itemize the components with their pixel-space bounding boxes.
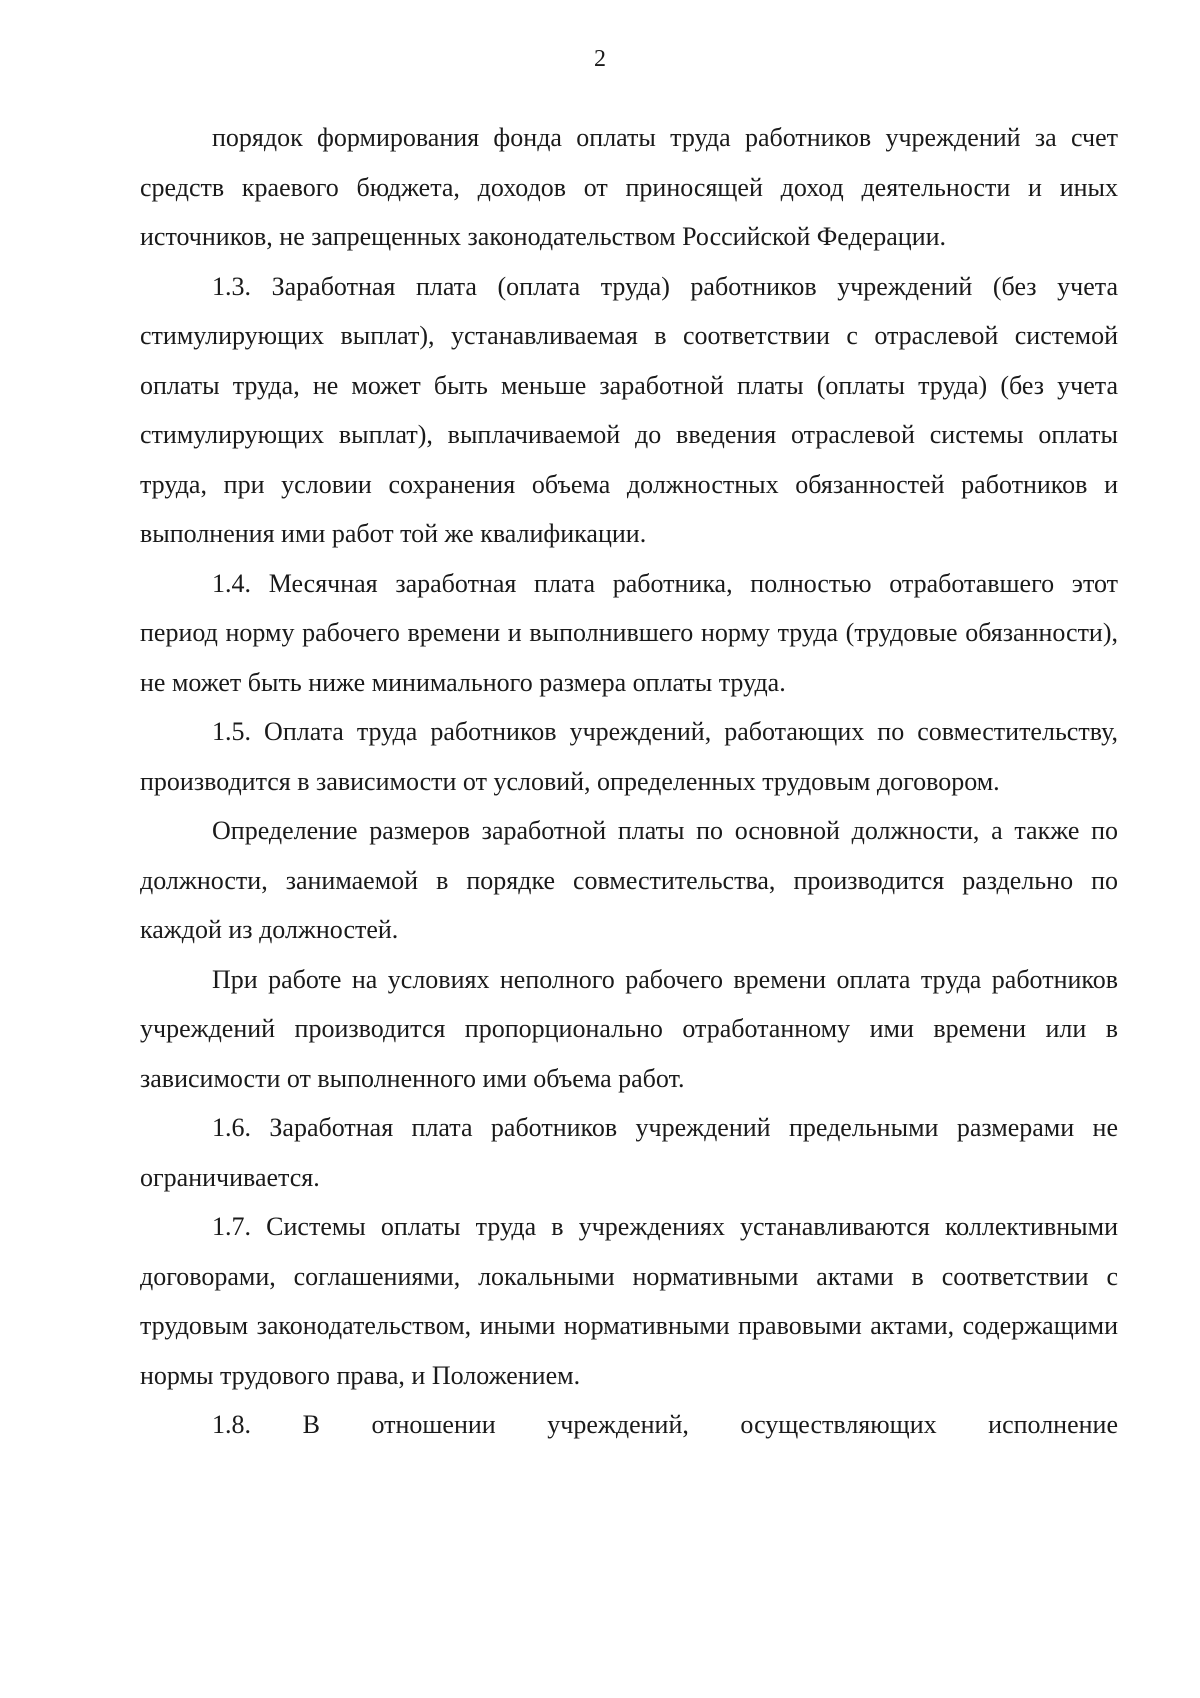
paragraph-salary-determination: Определение размеров заработной платы по основной должности, а также по должности, занимаемой в порядке совместительства, производится раздельно по каждой из должностей. bbox=[140, 816, 1118, 944]
paragraph-fund-formation: порядок формирования фонда оплаты труда работников учреждений за счет средств краевого бюджета, доходов от приносящей доход деятельности и иных источников, не запрещенных законодательством Российской Федерации. bbox=[140, 123, 1118, 251]
page-number: 2 bbox=[594, 46, 606, 72]
paragraph-1-8: 1.8. В отношении учреждений, осуществляющих исполнение bbox=[212, 1410, 1118, 1439]
paragraph-part-time: При работе на условиях неполного рабочего времени оплата труда работников учреждений производится пропорционально отработанному ими времени или в зависимости от выполненного ими объема работ. bbox=[140, 964, 1118, 1093]
paragraph-1-4: 1.4. Месячная заработная плата работника, полностью отработавшего этот период норму рабочего времени и выполнившего норму труда (трудовые обязанности), не может быть ниже минимального размера оплаты труда. bbox=[140, 568, 1118, 697]
document-body bbox=[140, 113, 1118, 1450]
paragraph-1-7: 1.7. Системы оплаты труда в учреждениях устанавливаются коллективными договорами, соглашениями, локальными нормативными актами в соответствии с трудовым законодательством, иными нормативными правовыми актами, содержащими нормы трудового права, и Положением. bbox=[140, 1212, 1118, 1390]
paragraph-1-6: 1.6. Заработная плата работников учреждений предельными размерами не ограничивается. bbox=[140, 1113, 1118, 1192]
paragraph-1-3: 1.3. Заработная плата (оплата труда) работников учреждений (без учета стимулирующих выплат), устанавливаемая в соответствии с отраслевой системой оплаты труда, не может быть меньше заработной платы (оплаты труда) (без учета стимулирующих выплат), выплачиваемой до введения отраслевой системы оплаты труда, при условии сохранения объема должностных обязанностей работников и выполнения ими работ той же квалификации. bbox=[140, 271, 1118, 548]
paragraph-1-5: 1.5. Оплата труда работников учреждений, работающих по совместительству, производится в зависимости от условий, определенных трудовым договором. bbox=[140, 717, 1118, 796]
